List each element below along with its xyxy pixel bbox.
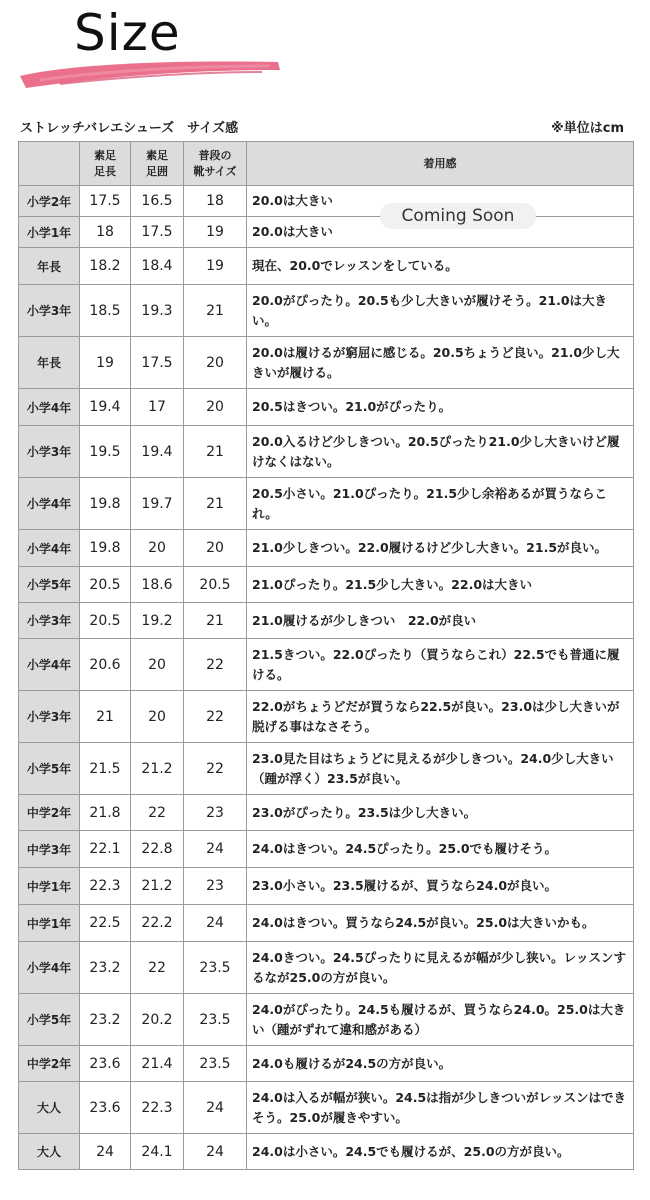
size-table [18,141,634,1170]
foot-length-cell: 18.2 [80,248,131,285]
header-shoe-size: 普段の 靴サイズ [184,142,247,186]
header-fit: 着用感 [247,142,634,186]
fit-comment-cell: 22.0がちょうどだが買うなら22.5が良い。23.0は少し大きいが脱げる事はなさそう。 [247,691,634,743]
shoe-size-cell: 21 [184,603,247,639]
shoe-size-cell: 21 [184,426,247,478]
fit-comment-cell: 24.0は入るが幅が狭い。24.5は指が少しきついがレッスンはできそう。25.0が履きやすい。 [247,1082,634,1134]
foot-girth-cell: 17 [131,389,184,426]
table-row [19,942,634,994]
foot-girth-cell: 20 [131,639,184,691]
foot-length-cell: 21.5 [80,743,131,795]
foot-girth-cell: 20.2 [131,994,184,1046]
fit-comment-cell: 20.5はきつい。21.0がぴったり。 [247,389,634,426]
shoe-size-cell: 19 [184,248,247,285]
fit-comment-cell: 現在、20.0でレッスンをしている。 [247,248,634,285]
foot-length-cell: 23.2 [80,994,131,1046]
foot-girth-cell: 21.2 [131,743,184,795]
table-row [19,478,634,530]
foot-girth-cell: 22.3 [131,1082,184,1134]
fit-comment-cell: 21.0ぴったり。21.5少し大きい。22.0は大きい [247,567,634,603]
grade-cell: 小学5年 [19,567,80,603]
shoe-size-cell: 24 [184,1134,247,1170]
table-row [19,795,634,831]
page-title: Size [74,4,181,62]
grade-cell: 小学4年 [19,639,80,691]
fit-comment-cell: 21.0少しきつい。22.0履けるけど少し大きい。21.5が良い。 [247,530,634,567]
grade-cell: 中学3年 [19,831,80,868]
table-row [19,743,634,795]
grade-cell: 年長 [19,337,80,389]
fit-comment-cell: 24.0はきつい。買うなら24.5が良い。25.0は大きいかも。 [247,905,634,942]
grade-cell: 中学2年 [19,1046,80,1082]
foot-girth-cell: 21.4 [131,1046,184,1082]
foot-length-cell: 18.5 [80,285,131,337]
fit-comment-cell: 24.0は小さい。24.5でも履けるが、25.0の方が良い。 [247,1134,634,1170]
foot-length-cell: 17.5 [80,186,131,217]
foot-length-cell: 20.6 [80,639,131,691]
foot-girth-cell: 18.4 [131,248,184,285]
foot-length-cell: 20.5 [80,603,131,639]
table-row [19,603,634,639]
shoe-size-cell: 21 [184,478,247,530]
grade-cell: 大人 [19,1134,80,1170]
grade-cell: 小学2年 [19,186,80,217]
foot-length-cell: 22.1 [80,831,131,868]
table-row [19,994,634,1046]
shoe-size-cell: 23.5 [184,994,247,1046]
header-grade [19,142,80,186]
fit-comment-cell: 24.0きつい。24.5ぴったりに見えるが幅が少し狭い。レッスンするなが25.0の方が良い。 [247,942,634,994]
foot-length-cell: 24 [80,1134,131,1170]
table-row [19,186,634,217]
grade-cell: 大人 [19,1082,80,1134]
shoe-size-cell: 22 [184,691,247,743]
grade-cell: 小学3年 [19,691,80,743]
fit-comment-cell: 24.0がぴったり。24.5も履けるが、買うなら24.0。25.0は大きい（踵がずれて違和感がある） [247,994,634,1046]
foot-girth-cell: 16.5 [131,186,184,217]
foot-length-cell: 20.5 [80,567,131,603]
shoe-size-cell: 22 [184,639,247,691]
foot-girth-cell: 19.7 [131,478,184,530]
grade-cell: 中学1年 [19,905,80,942]
grade-cell: 年長 [19,248,80,285]
shoe-size-cell: 18 [184,186,247,217]
grade-cell: 小学5年 [19,743,80,795]
shoe-size-cell: 21 [184,285,247,337]
foot-girth-cell: 19.2 [131,603,184,639]
shoe-size-cell: 20 [184,337,247,389]
shoe-size-cell: 23.5 [184,1046,247,1082]
foot-girth-cell: 22.8 [131,831,184,868]
fit-comment-cell: 24.0も履けるが24.5の方が良い。 [247,1046,634,1082]
foot-length-cell: 19.5 [80,426,131,478]
shoe-size-cell: 20.5 [184,567,247,603]
shoe-size-cell: 23.5 [184,942,247,994]
foot-length-cell: 18 [80,217,131,248]
foot-length-cell: 19.8 [80,478,131,530]
foot-length-cell: 21.8 [80,795,131,831]
shoe-size-cell: 24 [184,905,247,942]
table-row [19,426,634,478]
grade-cell: 小学4年 [19,478,80,530]
header-foot-length: 素足 足長 [80,142,131,186]
fit-comment-cell: 23.0がぴったり。23.5は少し大きい。 [247,795,634,831]
shoe-size-cell: 23 [184,868,247,905]
foot-length-cell: 22.5 [80,905,131,942]
table-caption: ストレッチバレエシューズ サイズ感 [20,121,239,136]
fit-comment-cell: 20.5小さい。21.0ぴったり。21.5少し余裕あるが買うならこれ。 [247,478,634,530]
foot-length-cell: 19.8 [80,530,131,567]
table-row [19,567,634,603]
foot-length-cell: 19.4 [80,389,131,426]
foot-length-cell: 19 [80,337,131,389]
fit-comment-cell: 20.0は履けるが窮屈に感じる。20.5ちょうど良い。21.0少し大きいが履ける。 [247,337,634,389]
table-row [19,1046,634,1082]
shoe-size-cell: 24 [184,831,247,868]
grade-cell: 小学1年 [19,217,80,248]
grade-cell: 小学3年 [19,603,80,639]
fit-comment-cell: 24.0はきつい。24.5ぴったり。25.0でも履けそう。 [247,831,634,868]
shoe-size-cell: 19 [184,217,247,248]
foot-girth-cell: 19.3 [131,285,184,337]
foot-length-cell: 23.6 [80,1046,131,1082]
foot-girth-cell: 21.2 [131,868,184,905]
table-row [19,389,634,426]
unit-note: ※単位はcm [551,121,624,136]
foot-length-cell: 23.6 [80,1082,131,1134]
coming-soon-badge: Coming Soon [380,203,536,229]
table-row [19,530,634,567]
table-row [19,639,634,691]
header-foot-girth: 素足 足囲 [131,142,184,186]
table-row [19,905,634,942]
foot-girth-cell: 22.2 [131,905,184,942]
shoe-size-cell: 22 [184,743,247,795]
fit-comment-cell: 20.0は大きい [247,217,634,248]
fit-comment-cell: 20.0は大きい [247,186,634,217]
grade-cell: 小学3年 [19,426,80,478]
grade-cell: 小学3年 [19,285,80,337]
foot-length-cell: 23.2 [80,942,131,994]
fit-comment-cell: 23.0見た目はちょうどに見えるが少しきつい。24.0少し大きい（踵が浮く）23.5が良い。 [247,743,634,795]
grade-cell: 小学5年 [19,994,80,1046]
grade-cell: 小学4年 [19,389,80,426]
foot-girth-cell: 20 [131,691,184,743]
fit-comment-cell: 21.5きつい。22.0ぴったり（買うならこれ）22.5でも普通に履ける。 [247,639,634,691]
grade-cell: 中学1年 [19,868,80,905]
table-header-row [19,142,634,186]
fit-comment-cell: 20.0がぴったり。20.5も少し大きいが履けそう。21.0は大きい。 [247,285,634,337]
table-row [19,217,634,248]
table-row [19,285,634,337]
fit-comment-cell: 20.0入るけど少しきつい。20.5ぴったり21.0少し大きいけど履けなくはない。 [247,426,634,478]
foot-girth-cell: 20 [131,530,184,567]
fit-comment-cell: 21.0履けるが少しきつい 22.0が良い [247,603,634,639]
foot-girth-cell: 24.1 [131,1134,184,1170]
grade-cell: 小学4年 [19,530,80,567]
fit-comment-cell: 23.0小さい。23.5履けるが、買うなら24.0が良い。 [247,868,634,905]
shoe-size-cell: 20 [184,389,247,426]
shoe-size-cell: 24 [184,1082,247,1134]
foot-length-cell: 21 [80,691,131,743]
foot-girth-cell: 22 [131,942,184,994]
grade-cell: 中学2年 [19,795,80,831]
table-row [19,831,634,868]
shoe-size-cell: 23 [184,795,247,831]
table-row [19,248,634,285]
table-row [19,691,634,743]
foot-girth-cell: 22 [131,795,184,831]
table-row [19,1134,634,1170]
foot-girth-cell: 18.6 [131,567,184,603]
shoe-size-cell: 20 [184,530,247,567]
foot-girth-cell: 17.5 [131,217,184,248]
foot-girth-cell: 19.4 [131,426,184,478]
table-row [19,337,634,389]
foot-girth-cell: 17.5 [131,337,184,389]
foot-length-cell: 22.3 [80,868,131,905]
table-row [19,868,634,905]
grade-cell: 小学4年 [19,942,80,994]
table-row [19,1082,634,1134]
